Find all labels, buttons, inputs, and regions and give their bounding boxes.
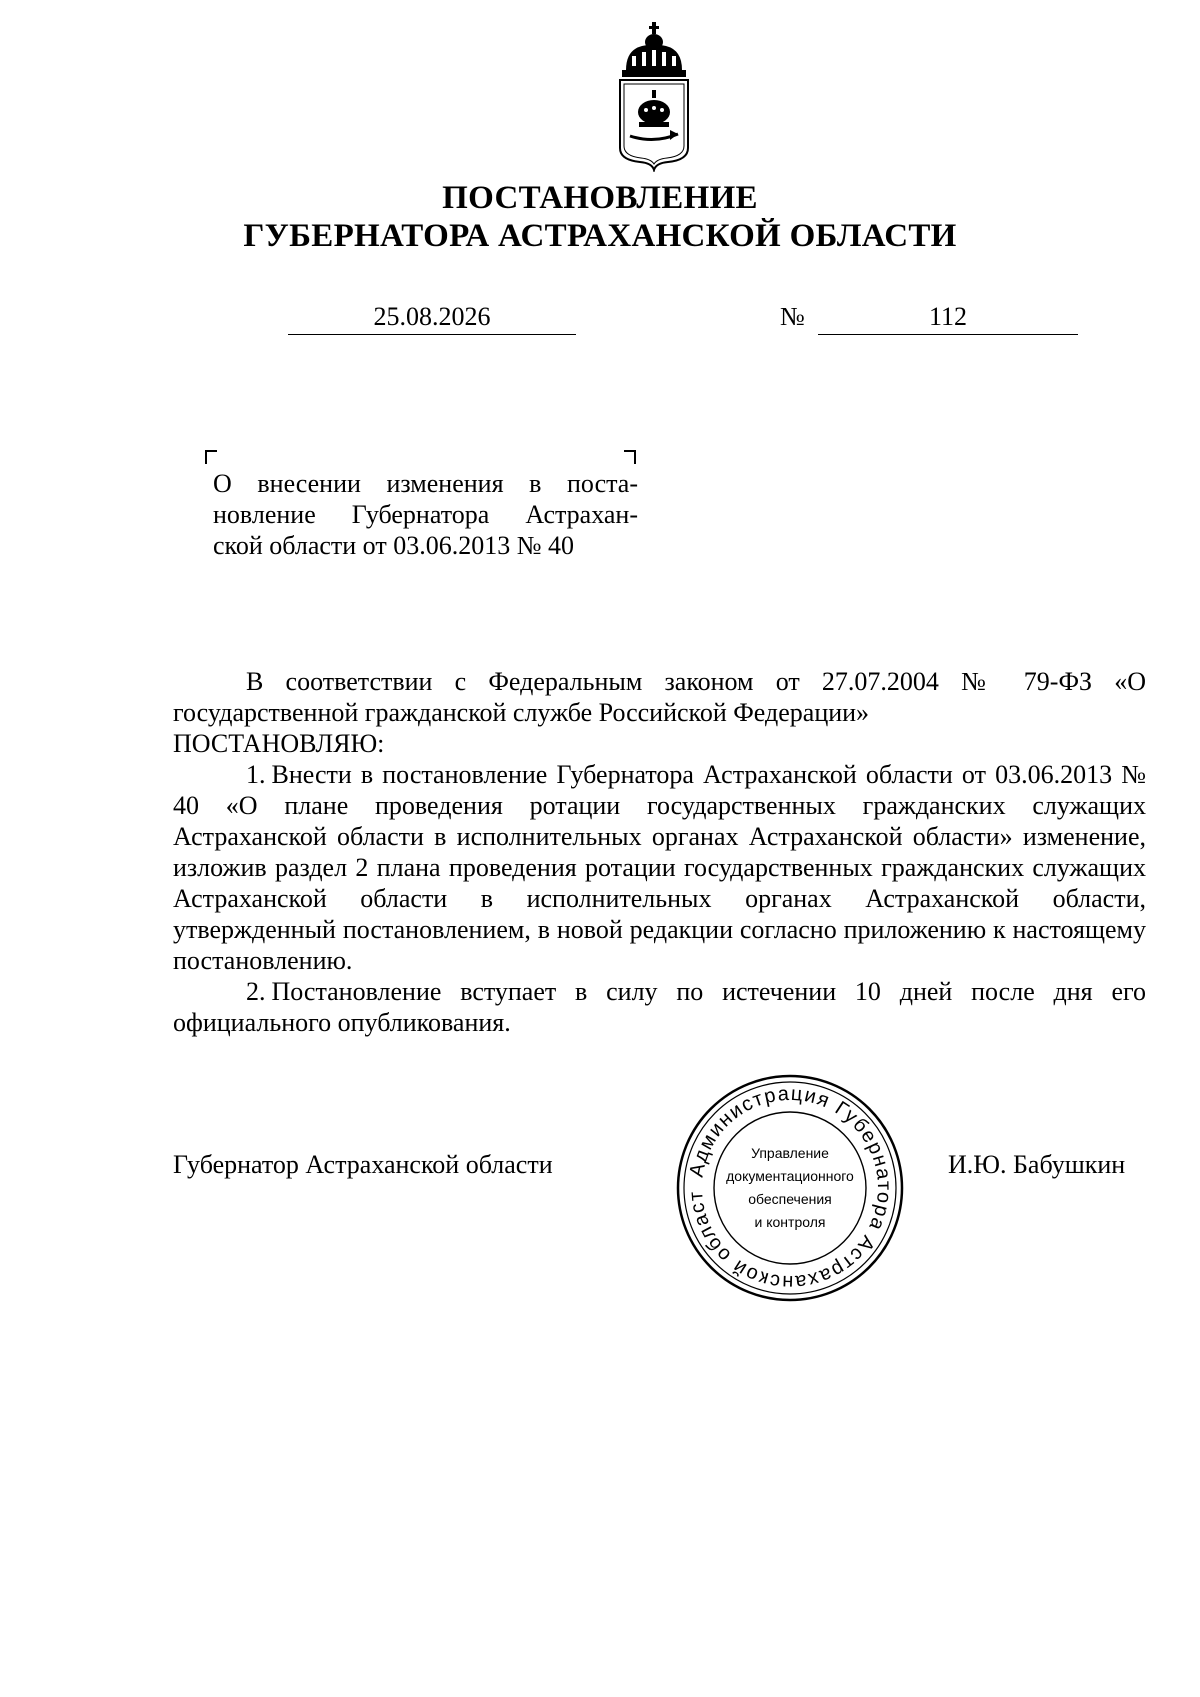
issuing-authority-title: ГУБЕРНАТОРА АСТРАХАНСКОЙ ОБЛАСТИ (243, 218, 957, 254)
item-text: Постановление вступает в силу по истечении 10 дней после дня его официального опубликования. (173, 977, 1146, 1037)
number-label: № (780, 302, 805, 331)
item-text: Внести в постановление Губернатора Астраханской области от 03.06.2013 № 40 «О плане проведения ротации государственных гражданских служащих Астраханской области в исполнительных органах Астраханской области» изменение, изложив раздел 2 плана проведения ротации государственных гражданских служащих Астраханской области в исполнительных органах Астраханской области, утвержденный постановлением, в новой редакции согласно приложению к настоящему постановлению. (173, 760, 1146, 975)
preamble-paragraph: В соответствии с Федеральным законом от 27.07.2004 № 79-ФЗ «О государственной гражданской службе Российской Федерации» (173, 667, 1146, 727)
decree-item (173, 976, 1146, 1038)
subject-bracket-left (205, 450, 217, 464)
seal-ring-text: Администрация Губернатора Астраханской област (684, 1082, 896, 1294)
coat-of-arms-emblem (612, 20, 696, 172)
seal-center-line: Управление (751, 1145, 829, 1161)
subject-line: новление Губернатора Астрахан- (213, 500, 638, 529)
signatory-title: Губернатор Астраханской области (173, 1150, 553, 1179)
subject-bracket-right (624, 450, 636, 464)
document-type-title: ПОСТАНОВЛЕНИЕ (442, 180, 758, 216)
seal-center-line: обеспечения (748, 1191, 832, 1207)
seal-center-line: документационного (726, 1168, 854, 1184)
decree-word: ПОСТАНОВЛЯЮ: (173, 729, 385, 758)
item-number: 2. (246, 977, 266, 1006)
signatory-name: И.Ю. Бабушкин (948, 1150, 1126, 1179)
item-number: 1. (246, 760, 266, 789)
official-seal (670, 1068, 910, 1308)
decree-item (173, 759, 1146, 976)
document-date: 25.08.2026 (288, 300, 576, 335)
seal-center-line: и контроля (754, 1214, 826, 1230)
document-body (173, 666, 1146, 1038)
document-number: 112 (818, 300, 1078, 335)
subject-line: ской области от 03.06.2013 № 40 (213, 531, 575, 560)
subject-line: О внесении изменения в поста- (213, 469, 638, 498)
document-subject (213, 468, 638, 561)
